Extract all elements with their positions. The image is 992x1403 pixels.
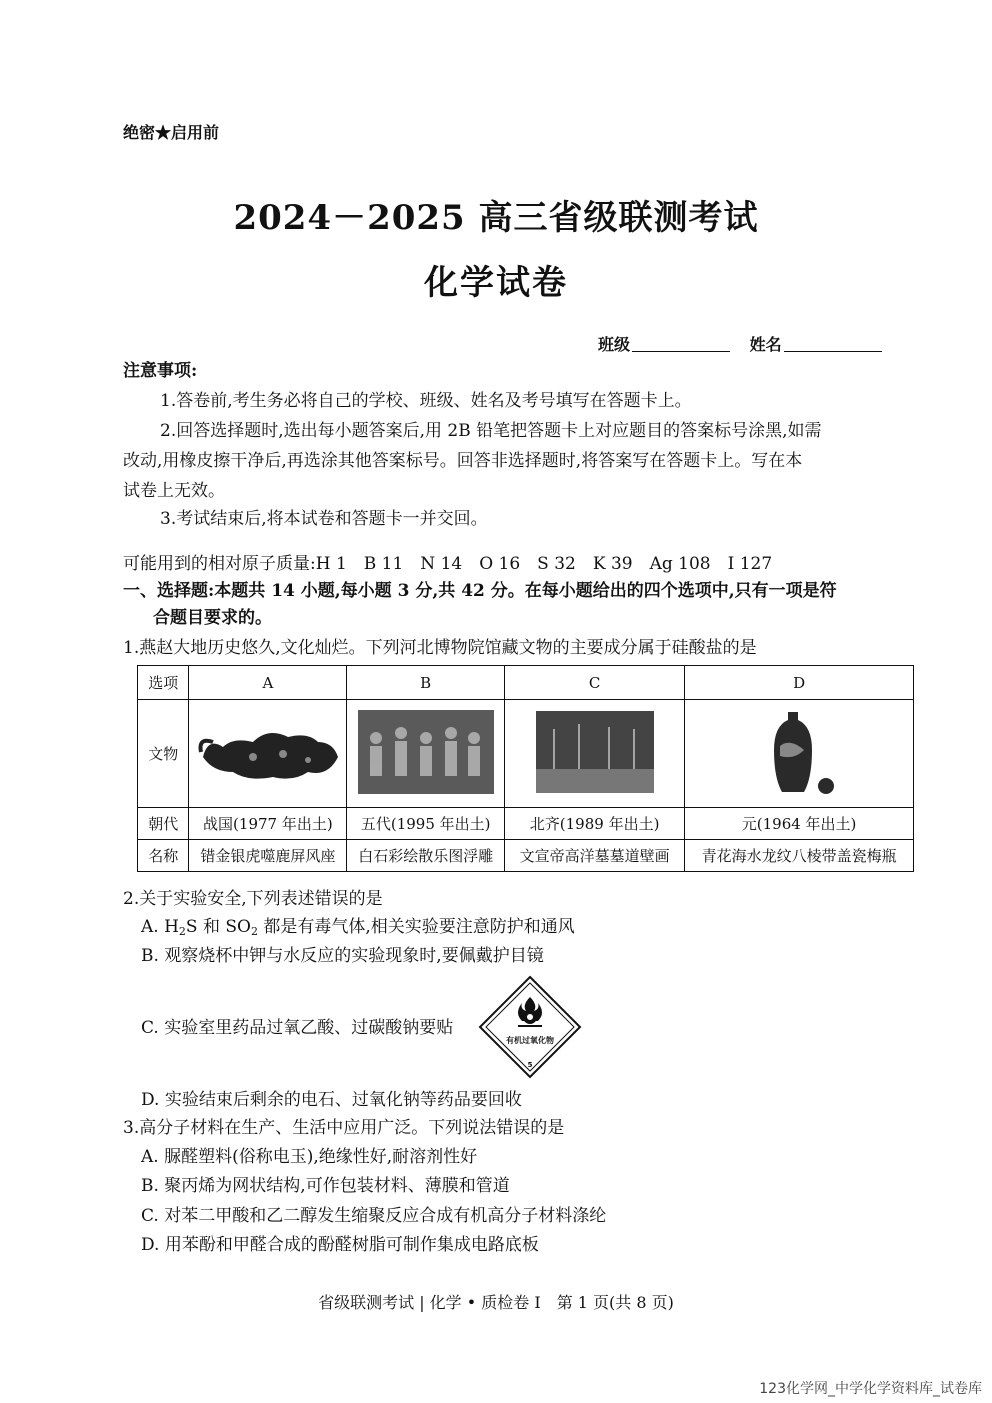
q2-option-d: D. 实验结束后剩余的电石、过氧化钠等药品要回收 — [141, 1090, 522, 1110]
header-option: 选项 — [138, 666, 189, 700]
confidential-mark: 绝密★启用前 — [123, 123, 220, 142]
name-b: 白石彩绘散乐图浮雕 — [347, 840, 505, 872]
q1-table — [137, 665, 914, 872]
header-name: 名称 — [138, 840, 189, 872]
dynasty-d: 元(1964 年出土) — [685, 808, 914, 840]
class-label: 班级 — [598, 335, 631, 354]
dynasty-a: 战国(1977 年出土) — [189, 808, 347, 840]
relic-c-image — [505, 700, 685, 808]
name-label: 姓名 — [749, 335, 782, 354]
notice-item-2: 2.回答选择题时,选出每小题答案后,用 2B 铅笔把答题卡上对应题目的答案标号涂黑,如需 — [160, 421, 822, 441]
q1-stem: 1.燕赵大地历史悠久,文化灿烂。下列河北博物院馆藏文物的主要成分属于硅酸盐的是 — [123, 638, 757, 658]
sign-label: 有机过氧化物 — [506, 1036, 554, 1045]
q3-option-b: B. 聚丙烯为网状结构,可作包装材料、薄膜和管道 — [141, 1176, 510, 1196]
blue-white-vase-image — [754, 706, 844, 798]
relic-d-image — [685, 700, 914, 808]
section1-instructions: 一、选择题:本题共 14 小题,每小题 3 分,共 42 分。在每小题给出的四个选项中,只有一项是符 — [123, 581, 837, 601]
col-b-letter: B — [347, 666, 505, 700]
tiger-screen-base-image — [193, 712, 343, 792]
col-a-letter: A — [189, 666, 347, 700]
notice-item-1: 1.答卷前,考生务必将自己的学校、班级、姓名及考号填写在答题卡上。 — [160, 391, 692, 411]
notice-item-2-cont: 改动,用橡皮擦干净后,再选涂其他答案标号。回答非选择题时,将答案写在答题卡上。写在本 — [123, 451, 803, 471]
q2-option-b: B. 观察烧杯中钾与水反应的实验现象时,要佩戴护目镜 — [141, 946, 544, 966]
class-blank[interactable] — [632, 335, 730, 352]
notice-heading: 注意事项: — [123, 361, 198, 381]
exam-title: 2024－2025 高三省级联测考试 — [233, 198, 759, 238]
atomic-masses: 可能用到的相对原子质量:H 1 B 11 N 14 O 16 S 32 K 39 Ag 108 I 127 — [123, 554, 773, 574]
header-dynasty: 朝代 — [138, 808, 189, 840]
relic-a-image — [189, 700, 347, 808]
watermark: 123化学网_中学化学资料库_试卷库 — [759, 1381, 982, 1397]
notice-item-2-end: 试卷上无效。 — [123, 481, 225, 501]
q2-stem: 2.关于实验安全,下列表述错误的是 — [123, 889, 383, 909]
name-c: 文宣帝高洋墓墓道壁画 — [505, 840, 685, 872]
header-relic: 文物 — [138, 700, 189, 808]
marble-relief-image — [356, 708, 496, 796]
q3-option-c: C. 对苯二甲酸和乙二醇发生缩聚反应合成有机高分子材料涤纶 — [141, 1206, 607, 1226]
sign-number: 5 — [527, 1061, 533, 1069]
q3-stem: 3.高分子材料在生产、生活中应用广泛。下列说法错误的是 — [123, 1118, 565, 1138]
section1-instructions-cont: 合题目要求的。 — [153, 608, 272, 628]
relic-b-image — [347, 700, 505, 808]
notice-item-3: 3.考试结束后,将本试卷和答题卡一并交回。 — [160, 509, 488, 529]
dynasty-c: 北齐(1989 年出土) — [505, 808, 685, 840]
exam-subtitle: 化学试卷 — [424, 263, 568, 303]
name-a: 错金银虎噬鹿屏风座 — [189, 840, 347, 872]
q2-option-c: C. 实验室里药品过氧乙酸、过碳酸钠要贴 — [141, 1018, 454, 1038]
q2-option-a: A. $H_2S$ 和 $SO_2$ 都是有毒气体,相关实验要注意防护和通风 — [141, 917, 575, 938]
col-c-letter: C — [505, 666, 685, 700]
page-footer: 省级联测考试 | 化学 • 质检卷 I 第 1 页(共 8 页) — [318, 1293, 674, 1312]
q3-option-a: A. 脲醛塑料(俗称电玉),绝缘性好,耐溶剂性好 — [141, 1147, 478, 1167]
col-d-letter: D — [685, 666, 914, 700]
organic-peroxide-sign — [478, 975, 582, 1079]
name-d: 青花海水龙纹八棱带盖瓷梅瓶 — [685, 840, 914, 872]
dynasty-b: 五代(1995 年出土) — [347, 808, 505, 840]
name-blank[interactable] — [784, 335, 882, 352]
student-info-bar — [598, 332, 896, 355]
q3-option-d: D. 用苯酚和甲醛合成的酚醛树脂可制作集成电路底板 — [141, 1235, 539, 1255]
tomb-mural-image — [534, 709, 656, 795]
